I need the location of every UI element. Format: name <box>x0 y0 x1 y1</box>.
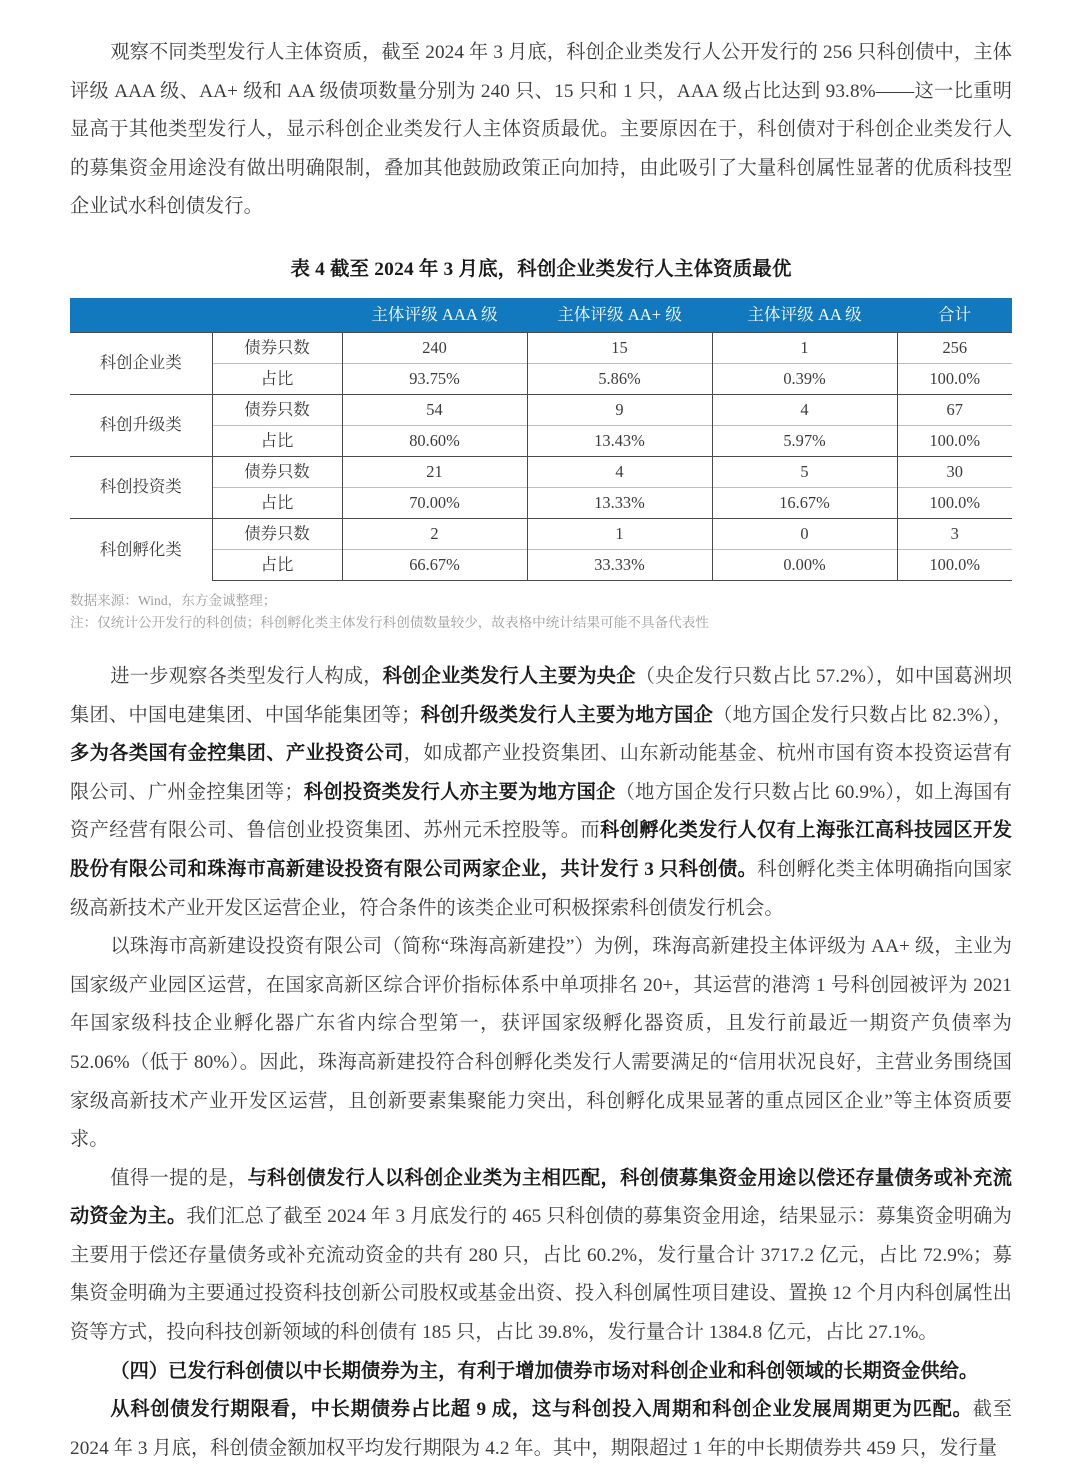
paragraph-3: 以珠海市高新建设投资有限公司（简称“珠海高新建投”）为例，珠海高新建投主体评级为 AA+ 级，主业为国家级产业园区运营，在国家高新区综合评价指标体系中单项排名 20+，其运营的港湾 1 号科创园被评为 2021 年国家级科技企业孵化器广东省内综合型第一，获评国家级孵化器资质，且发行前最近一期资产负债率为 52.06%（低于 80%）。因此，珠海高新建投符合科创孵化类发行人需要满足的“信用状况良好，主营业务围绕国家级高新技术产业开发区运营，且创新要素集聚能力突出，科创孵化成果显著的重点园区企业”等主体资质要求。 <box>70 936 1012 1151</box>
cell-0-ratio-aa: 0.39% <box>712 363 897 394</box>
row-label-ratio-2: 占比 <box>212 487 342 518</box>
table-row <box>70 456 1012 487</box>
p2-bold2: 科创升级类发行人主要为地方国企 <box>420 704 714 726</box>
cell-2-ratio-aa: 16.67% <box>712 487 897 518</box>
row-label-count-3: 债券只数 <box>212 518 342 549</box>
table-header-blank-2 <box>212 298 342 333</box>
cell-1-ratio-aa: 5.97% <box>712 425 897 456</box>
table-row <box>70 394 1012 425</box>
cell-2-count-total: 30 <box>897 456 1012 487</box>
table-row <box>70 332 1012 363</box>
paragraph-1: 观察不同类型发行人主体资质，截至 2024 年 3 月底，科创企业类发行人公开发行的 256 只科创债中，主体评级 AAA 级、AA+ 级和 AA 级债项数量分别为 240 只、15 只和 1 只，AAA 级占比达到 93.8%——这一比重明显高于其他类型发行人，显示科创企业类发行人主体资质最优。主要原因在于，科创债对于科创企业类发行人的募集资金用途没有做出明确限制，叠加其他鼓励政策正向加持，由此吸引了大量科创属性显著的优质科技型企业试水科创债发行。 <box>70 42 1012 218</box>
row-category-2: 科创投资类 <box>70 456 212 518</box>
cell-2-ratio-aaplus: 13.33% <box>527 487 712 518</box>
table-header-row <box>70 298 1012 333</box>
table-title: 表 4 截至 2024 年 3 月底，科创企业类发行人主体资质最优 <box>290 258 792 280</box>
table-row <box>70 425 1012 456</box>
p2-seg3: （地方国企发行只数占比 82.3%）， <box>713 704 1012 726</box>
cell-2-count-aaa: 21 <box>342 456 527 487</box>
row-category-0: 科创企业类 <box>70 332 212 394</box>
cell-2-ratio-total: 100.0% <box>897 487 1012 518</box>
cell-0-count-aa: 1 <box>712 332 897 363</box>
cell-1-ratio-total: 100.0% <box>897 425 1012 456</box>
cell-0-count-aaplus: 15 <box>527 332 712 363</box>
table-source-note: 数据来源：Wind，东方金诚整理； <box>70 592 277 608</box>
cell-0-ratio-aaplus: 5.86% <box>527 363 712 394</box>
p5-bold1: 从科创债发行期限看，中长期债券占比超 9 成，这与科创投入周期和科创企业发展周期更为匹配。 <box>110 1399 973 1421</box>
p2-seg1: 进一步观察各类型发行人构成， <box>110 665 383 687</box>
cell-2-count-aa: 5 <box>712 456 897 487</box>
page-content <box>70 34 1012 1468</box>
cell-0-ratio-aaa: 93.75% <box>342 363 527 394</box>
cell-1-count-aaa: 54 <box>342 394 527 425</box>
cell-1-ratio-aaplus: 13.43% <box>527 425 712 456</box>
row-label-ratio-1: 占比 <box>212 425 342 456</box>
cell-1-ratio-aaa: 80.60% <box>342 425 527 456</box>
p4-bold1: 与科创债发行人以科创企业类为主相匹配，科创债募集资金用途以偿还存量债务或补充流动资金为主。 <box>70 1167 1012 1228</box>
p2-bold5: 科创孵化类发行人仅有上海张江高科技园区开发股份有限公司和珠海市高新建设投资有限公司两家企业，共计发行 3 只科创债。 <box>70 820 1012 880</box>
cell-3-ratio-aa: 0.00% <box>712 549 897 580</box>
spacer <box>70 634 1012 658</box>
table-header-aaa: 主体评级 AAA 级 <box>342 298 527 333</box>
cell-1-count-total: 67 <box>897 394 1012 425</box>
issuer-rating-table <box>70 298 1012 581</box>
p2-seg5: （地方国企发行只数占比 60.9%），如上海国有资产经营有限公司、鲁信创业投资集团、苏州元禾控股等。而 <box>70 781 1012 842</box>
cell-0-count-aaa: 240 <box>342 332 527 363</box>
p4-seg2: 我们汇总了截至 2024 年 3 月底发行的 465 只科创债的募集资金用途，结果显示：募集资金明确为主要用于偿还存量债务或补充流动资金的共有 280 只，占比 60.2%，发行量合计 3717.2 亿元，占比 72.9%；募集资金明确为主要通过投资科技创新公司股权或基金出资、投入科创属性项目建设、置换 12 个月内科创属性出资等方式，投向科技创新领域的科创债有 185 只，占比 39.8%，发行量合计 1384.8 亿元，占比 27.1%。 <box>70 1206 1012 1344</box>
table-header-total: 合计 <box>897 298 1012 333</box>
section-heading-4 <box>70 1353 1012 1392</box>
table-remark-note: 注：仅统计公开发行的科创债；科创孵化类主体发行科创债数量较少，故表格中统计结果可能不具备代表性 <box>70 614 709 630</box>
table-header-blank-1 <box>70 298 212 333</box>
paragraph-2 <box>70 658 1012 928</box>
p2-seg2: （央企发行只数占比 57.2%），如中国葛洲坝集团、中国电建集团、中国华能集团等； <box>70 665 1012 726</box>
cell-3-count-aaplus: 1 <box>527 518 712 549</box>
cell-3-count-aaa: 2 <box>342 518 527 549</box>
cell-3-ratio-total: 100.0% <box>897 549 1012 580</box>
table-row <box>70 363 1012 394</box>
p2-bold1: 科创企业类发行人主要为央企 <box>382 665 636 687</box>
table-body <box>70 332 1012 580</box>
table-notes <box>70 590 1012 634</box>
cell-3-ratio-aaa: 66.67% <box>342 549 527 580</box>
cell-1-count-aaplus: 9 <box>527 394 712 425</box>
paragraph-5 <box>70 1391 1012 1468</box>
cell-0-ratio-total: 100.0% <box>897 363 1012 394</box>
row-label-count-2: 债券只数 <box>212 456 342 487</box>
table-row <box>70 518 1012 549</box>
cell-0-count-total: 256 <box>897 332 1012 363</box>
cell-2-ratio-aaa: 70.00% <box>342 487 527 518</box>
p2-bold4: 科创投资类发行人亦主要为地方国企 <box>303 781 616 803</box>
row-label-ratio-3: 占比 <box>212 549 342 580</box>
cell-3-count-total: 3 <box>897 518 1012 549</box>
row-category-3: 科创孵化类 <box>70 518 212 580</box>
table-row <box>70 487 1012 518</box>
row-label-count-1: 债券只数 <box>212 394 342 425</box>
row-category-1: 科创升级类 <box>70 394 212 456</box>
cell-2-count-aaplus: 4 <box>527 456 712 487</box>
paragraph-4 <box>70 1160 1012 1353</box>
p4-seg1: 值得一提的是， <box>110 1167 248 1189</box>
p5-seg1: 截至 2024 年 3 月底，科创债金额加权平均发行期限为 4.2 年。其中，期限超过 1 年的中长期债券共 459 只，发行量 <box>70 1399 1013 1459</box>
cell-1-count-aa: 4 <box>712 394 897 425</box>
section-heading-4-text: （四）已发行科创债以中长期债券为主，有利于增加债券市场对科创企业和科创领域的长期资金供给。 <box>110 1360 979 1382</box>
table-header-aaplus: 主体评级 AA+ 级 <box>527 298 712 333</box>
row-label-count-0: 债券只数 <box>212 332 342 363</box>
p2-seg4: ，如成都产业投资集团、山东新动能基金、杭州市国有资本投资运营有限公司、广州金控集团等； <box>70 743 1012 803</box>
table-header <box>70 298 1012 333</box>
p2-bold3: 多为各类国有金控集团、产业投资公司 <box>70 743 404 765</box>
table-header-aa: 主体评级 AA 级 <box>712 298 897 333</box>
cell-3-ratio-aaplus: 33.33% <box>527 549 712 580</box>
p2-seg6: 科创孵化类主体明确指向国家级高新技术产业开发区运营企业，符合条件的该类企业可积极探索科创债发行机会。 <box>70 858 1012 919</box>
cell-3-count-aa: 0 <box>712 518 897 549</box>
table-row <box>70 549 1012 580</box>
row-label-ratio-0: 占比 <box>212 363 342 394</box>
